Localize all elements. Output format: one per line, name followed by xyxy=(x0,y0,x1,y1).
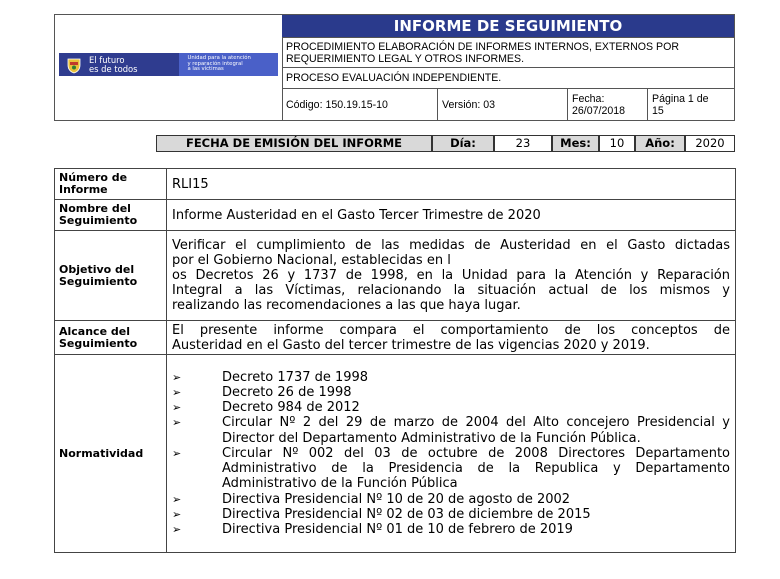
objective-label: Objetivo del Seguimiento xyxy=(55,231,167,321)
arrow-bullet-icon: ➢ xyxy=(172,522,182,536)
year-label: Año: xyxy=(635,135,685,152)
arrow-bullet-icon: ➢ xyxy=(172,507,182,521)
table-row xyxy=(55,321,736,355)
table-row xyxy=(55,355,736,553)
emission-date-label: FECHA DE EMISIÓN DEL INFORME xyxy=(156,135,432,152)
regulations-list xyxy=(172,370,730,537)
list-item xyxy=(172,400,730,415)
regulation-text: Circular Nº 2 del 29 de marzo de 2004 del Alto concejero Presidencial y Director del Departamento Administrativo de la Función Pública. xyxy=(222,415,730,446)
tracking-name-label: Nombre del Seguimiento xyxy=(55,200,167,231)
unit-text-line1: Unidad para la atención xyxy=(187,55,251,62)
process-row: PROCESO EVALUACIÓN INDEPENDIENTE. xyxy=(282,67,734,88)
day-value: 23 xyxy=(494,135,552,152)
year-value: 2020 xyxy=(685,135,735,152)
document-version: Versión: 03 xyxy=(437,89,567,121)
unit-text-line2: y reparación integral xyxy=(187,60,243,67)
list-item xyxy=(172,415,730,445)
regulation-text: Decreto 1737 de 1998 xyxy=(222,369,369,385)
table-row xyxy=(55,231,736,321)
meta-row xyxy=(282,88,734,120)
logo-cell xyxy=(55,15,283,120)
arrow-bullet-icon: ➢ xyxy=(172,386,182,400)
logo-text-line2: es de todos xyxy=(89,63,138,74)
document-header xyxy=(54,14,735,121)
regulation-text: Decreto 984 de 2012 xyxy=(222,400,360,416)
list-item xyxy=(172,492,730,507)
arrow-bullet-icon: ➢ xyxy=(172,401,182,415)
objective-value: Verificar el cumplimiento de las medidas de Austeridad en el Gasto dictadas por el Gobierno Nacional, establecidas en l os Decretos 26 y 1737 de 1998, en la Unidad para la Atención y Reparación Integral a las Víctimas, relacionando la situación actual de los mismos y realizando las recomendaciones a las que haya lugar. xyxy=(167,231,736,321)
procedure-line2: REQUERIMIENTO LEGAL Y OTROS INFORMES. xyxy=(286,53,525,65)
table-row xyxy=(55,169,736,200)
regulation-text: Directiva Presidencial Nº 10 de 20 de agosto de 2002 xyxy=(222,491,571,507)
logo-text-line1: El futuro xyxy=(89,54,125,65)
procedure-line1: PROCEDIMIENTO ELABORACIÓN DE INFORMES INTERNOS, EXTERNOS POR xyxy=(286,41,680,53)
report-info-table xyxy=(54,168,736,553)
month-value: 10 xyxy=(599,135,635,152)
arrow-bullet-icon: ➢ xyxy=(172,492,182,506)
list-item xyxy=(172,385,730,400)
table-row xyxy=(55,200,736,231)
list-item xyxy=(172,507,730,522)
report-title: INFORME DE SEGUIMIENTO xyxy=(282,15,734,37)
regulation-text: Decreto 26 de 1998 xyxy=(222,385,352,401)
regulations-value xyxy=(167,355,736,553)
list-item xyxy=(172,522,730,537)
regulations-label: Normatividad xyxy=(55,355,167,553)
page-number: Página 1 de 15 xyxy=(647,89,734,121)
arrow-bullet-icon: ➢ xyxy=(172,370,182,384)
month-label: Mes: xyxy=(552,135,599,152)
arrow-bullet-icon: ➢ xyxy=(172,446,182,460)
scope-value: El presente informe compara el comportamiento de los conceptos de Austeridad en el Gasto del tercer trimestre de las vigencias 2020 y 2019. xyxy=(167,321,736,355)
procedure-row xyxy=(282,37,734,67)
tracking-name-value: Informe Austeridad en el Gasto Tercer Trimestre de 2020 xyxy=(167,200,736,231)
regulation-text: Directiva Presidencial Nº 01 de 10 de febrero de 2019 xyxy=(222,521,573,537)
regulation-text: Circular Nº 002 del 03 de octubre de 2008 Directores Departamento Administrativo de la Presidencia de la Republica y Departamento Administrativo de la Función Pública xyxy=(222,445,730,492)
agency-logo xyxy=(59,53,278,76)
report-number-label: Número de Informe xyxy=(55,169,167,200)
unit-text-line3: a las víctimas xyxy=(187,66,224,73)
scope-label: Alcance del Seguimiento xyxy=(55,321,167,355)
arrow-bullet-icon: ➢ xyxy=(172,416,182,430)
report-number-value: RLI15 xyxy=(167,169,736,200)
document-code: Código: 150.19.15-10 xyxy=(286,99,388,111)
day-label: Día: xyxy=(432,135,494,152)
coat-of-arms-icon xyxy=(65,56,83,74)
document-date: Fecha: 26/07/2018 xyxy=(567,89,647,121)
regulation-text: Directiva Presidencial Nº 02 de 03 de diciembre de 2015 xyxy=(222,506,591,522)
list-item xyxy=(172,446,730,492)
list-item xyxy=(172,370,730,385)
